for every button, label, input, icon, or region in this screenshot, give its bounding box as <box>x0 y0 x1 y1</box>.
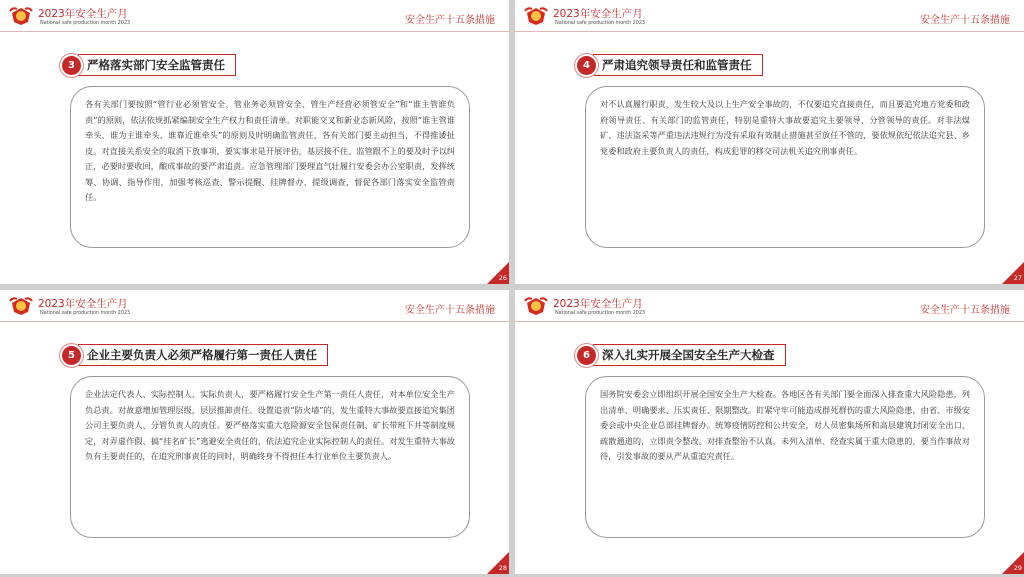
slide-28 <box>0 290 509 574</box>
header-divider <box>515 321 1024 322</box>
slide-topic: 安全生产十五条措施 <box>405 15 495 26</box>
slide-29 <box>515 290 1024 574</box>
section-number-badge: 4 <box>577 56 596 75</box>
header-divider <box>0 321 509 322</box>
brand-subtitle: National safe production month 2023 <box>555 310 645 316</box>
section-number-badge: 3 <box>62 56 81 75</box>
section-heading <box>62 54 236 76</box>
section-heading <box>62 344 328 366</box>
section-title: 严格落实部门安全监管责任 <box>78 54 236 76</box>
page-number: 26 <box>498 274 507 282</box>
brand-title: 2023年安全生产月 <box>38 298 128 310</box>
brand-subtitle: National safe production month 2023 <box>40 20 130 26</box>
slide-topic: 安全生产十五条措施 <box>405 305 495 316</box>
slide-27 <box>515 0 1024 284</box>
brand-title: 2023年安全生产月 <box>553 298 643 310</box>
section-number-badge: 5 <box>62 346 81 365</box>
content-text: 国务院安委会立即组织开展全国安全生产大检查。各地区各有关部门要全面深入排查重大风险隐患，列出清单、明确要求、压实责任、限期整改。盯紧守牢可能造成群死群伤的重大风险隐患，由省、市级安委会或中央企业总部挂牌督办。统筹疫情防控和公共安全，对人员密集场所和高层建筑封闭安全出口、疏散通道的，立即责令整改。对排查整治不认真，未列入清单、经查实属于重大隐患的，要当作事故对待，引发事故的要从严从重追究责任。 <box>585 376 985 538</box>
page-number: 27 <box>1013 274 1022 282</box>
section-number-badge: 6 <box>577 346 596 365</box>
header-divider <box>0 31 509 32</box>
brand-title: 2023年安全生产月 <box>553 8 643 20</box>
section-title: 严肃追究领导责任和监管责任 <box>593 54 763 76</box>
page-number: 29 <box>1013 564 1022 572</box>
content-text: 企业法定代表人、实际控制人、实际负责人，要严格履行安全生产第一责任人责任，对本单位安全生产负总责。对故意增加管理层级，层层推卸责任、设置追责“防火墙”的，发生重特大事故要直接追究集团公司主要负责人、分管负责人的责任。要严格落实重大危险源安全包保责任制、矿长带班下井等制度规定，对弄虚作假、搞“挂名矿长”逃避安全责任的，依法追究企业实际控制人的责任。对发生重特大事故负有主要责任的，在追究刑事责任的同时，明确终身不得担任本行业单位主要负责人。 <box>70 376 470 538</box>
content-text: 对不认真履行职责，发生较大及以上生产安全事故的，不仅要追究直接责任，而且要追究地方党委和政府领导责任、有关部门的监管责任，特别是重特大事故要追究主要领导、分管领导的责任。对非法煤矿、违法盗采等严重违法违规行为没有采取有效制止措施甚至放任不管的，要依规依纪依法追究县、乡党委和政府主要负责人的责任，构成犯罪的移交司法机关追究刑事责任。 <box>585 86 985 248</box>
section-heading <box>577 54 763 76</box>
page-number: 28 <box>498 564 507 572</box>
slide-topic: 安全生产十五条措施 <box>920 15 1010 26</box>
safety-emblem-icon <box>8 5 34 27</box>
content-text: 各有关部门要按照“管行业必须管安全、管业务必须管安全、管生产经营必须管安全”和“谁主管谁负责”的原则，依法依规抓紧编制安全生产权力和责任清单。对职能交叉和新业态新风险，按照“谁主管谁牵头、谁为主谁牵头、谁靠近谁牵头”的原则及时明确监管责任，各有关部门要主动担当，不得推诿扯皮。对直接关系安全的取消下放事项，要实事求是开展评估，基层接不住、监管跟不上的要及时予以纠正，必要时要收回，酿成事故的要严肃追责。应急管理部门要理直气壮履行安委会办公室职责，发挥统筹、协调、指导作用，加强考核巡查、警示提醒、挂牌督办、提级调查，督促各部门落实安全监管责任。 <box>70 86 470 248</box>
section-heading <box>577 344 786 366</box>
header-divider <box>515 31 1024 32</box>
section-title: 深入扎实开展全国安全生产大检查 <box>593 344 786 366</box>
brand-title: 2023年安全生产月 <box>38 8 128 20</box>
safety-emblem-icon <box>523 295 549 317</box>
slide-topic: 安全生产十五条措施 <box>920 305 1010 316</box>
section-title: 企业主要负责人必须严格履行第一责任人责任 <box>78 344 328 366</box>
brand-subtitle: National safe production month 2023 <box>40 310 130 316</box>
safety-emblem-icon <box>8 295 34 317</box>
brand-subtitle: National safe production month 2023 <box>555 20 645 26</box>
safety-emblem-icon <box>523 5 549 27</box>
slide-26 <box>0 0 509 284</box>
